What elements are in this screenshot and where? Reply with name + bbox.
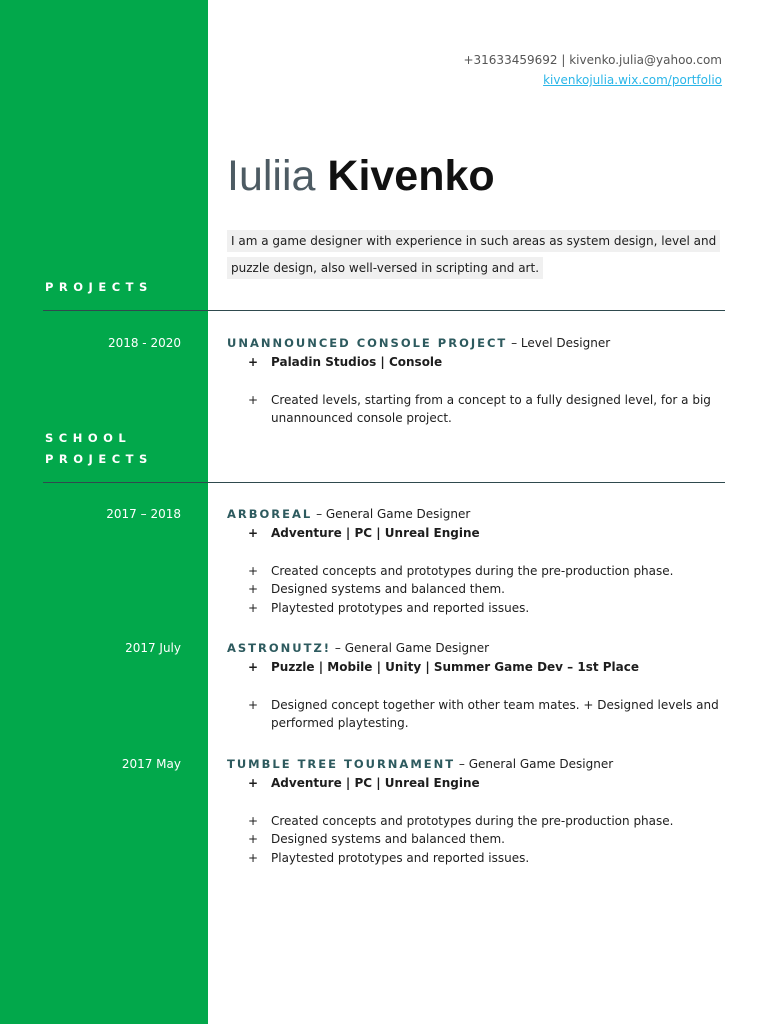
bullet-list <box>227 774 727 867</box>
project-entry <box>227 334 727 428</box>
entry-title <box>227 639 727 658</box>
first-name: Iuliia <box>227 152 316 200</box>
project-role: – Level Designer <box>507 336 611 350</box>
project-name: ARBOREAL <box>227 507 313 521</box>
summary <box>227 228 727 281</box>
email-address[interactable]: kivenko.julia@yahoo.com <box>569 53 722 67</box>
contact-line <box>463 50 722 70</box>
page-title <box>227 150 495 202</box>
phone-number: +31633459692 <box>463 53 558 67</box>
last-name: Kivenko <box>327 152 495 200</box>
bullet-item: + Designed concept together with other team mates. + Designed levels and performed playtesting. <box>227 696 727 733</box>
project-meta: + Adventure | PC | Unreal Engine <box>227 774 727 793</box>
entry-title <box>227 334 727 353</box>
project-entry <box>227 755 727 867</box>
entry-date: 2017 – 2018 <box>106 507 181 521</box>
bullet-list <box>227 658 727 733</box>
project-role: – General Game Designer <box>331 641 490 655</box>
section-heading-projects: PROJECTS <box>45 280 153 294</box>
divider-school-projects <box>43 482 725 483</box>
divider-projects <box>43 310 725 311</box>
entry-date: 2017 May <box>121 757 181 771</box>
project-role: – General Game Designer <box>455 757 614 771</box>
bullet-list <box>227 524 727 617</box>
entry-title <box>227 505 727 524</box>
entry-date: 2018 - 2020 <box>107 336 181 350</box>
bullet-item: + Created levels, starting from a concept to a fully designed level, for a big unannounced console project. <box>227 391 727 428</box>
project-entry <box>227 639 727 733</box>
project-meta: + Adventure | PC | Unreal Engine <box>227 524 727 543</box>
bullet-item: + Playtested prototypes and reported issues. <box>227 849 727 868</box>
bullet-item: + Created concepts and prototypes during the pre-production phase. <box>227 812 727 831</box>
section-heading-school-line2: PROJECTS <box>45 452 153 466</box>
section-heading-school-line1: SCHOOL <box>45 431 132 445</box>
bullet-item: + Designed systems and balanced them. <box>227 830 727 849</box>
project-name: TUMBLE TREE TOURNAMENT <box>227 757 456 771</box>
project-meta: + Puzzle | Mobile | Unity | Summer Game Dev – 1st Place <box>227 658 727 677</box>
bullet-list <box>227 353 727 428</box>
summary-text: I am a game designer with experience in such areas as system design, level and puzzle design, also well-versed in scripting and art. <box>227 230 720 279</box>
bullet-item: + Created concepts and prototypes during the pre-production phase. <box>227 562 727 581</box>
bullet-item: + Playtested prototypes and reported issues. <box>227 599 727 618</box>
project-entry <box>227 505 727 617</box>
project-role: – General Game Designer <box>312 507 471 521</box>
section-heading-school-projects <box>45 428 153 470</box>
bullet-item: + Designed systems and balanced them. <box>227 580 727 599</box>
project-name: UNANNOUNCED CONSOLE PROJECT <box>227 336 508 350</box>
project-meta: + Paladin Studios | Console <box>227 353 727 372</box>
portfolio-link[interactable]: kivenkojulia.wix.com/portfolio <box>543 73 722 87</box>
contact-separator: | <box>561 53 566 67</box>
project-name: ASTRONUTZ! <box>227 641 332 655</box>
entry-title <box>227 755 727 774</box>
contact-block <box>463 50 722 90</box>
entry-date: 2017 July <box>125 641 181 655</box>
